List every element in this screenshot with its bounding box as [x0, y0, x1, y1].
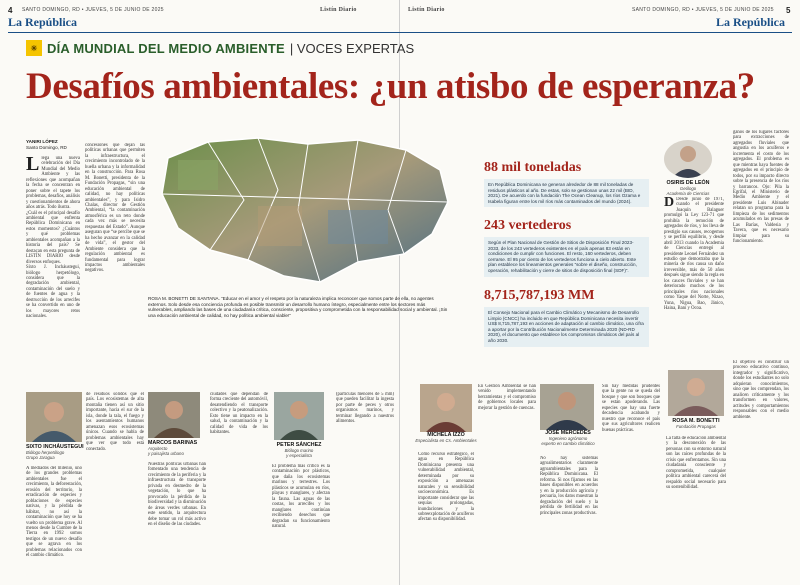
second-column: concesiones que dejan las políticas urbanas que permiten la infraestructura, el crecimiento incontrolado de la huella urbana y la informalidad en la construcción. Para Rosa M. Bonetti, presidenta de la Fundación Propagas, “sin una educación ambiental de calidad, no hay políticas ambientales”, y para Isidro Chalas, director de Gestión Ambiental, “la contaminación atmosférica es un reto donde cada vez más se necesita respuestas del Estado”. Aunque aseguran que “se percibe que se ha hecho avanzar en la calidad de vida”, el gestor del Ambiente considera que la regulación ambiental es fundamental para lograr impactos ambientales negativos. [85, 143, 145, 274]
lead-column [26, 156, 80, 386]
sun-icon: ☀ [26, 40, 42, 56]
rosa-text-continued: El objetivo es construir un proceso educativo continuo, integrador y significativo, donde los estudiantes no solo adquieran conocimientos, sino que los comprendan, los analicen críticamente y los transformen en valores, actitudes y comportamientos responsables con el medio ambiente. [733, 360, 789, 420]
kicker-main: DÍA MUNDIAL DEL MEDIO AMBIENTE [47, 40, 285, 56]
peter-label [266, 442, 332, 458]
michela-text: Como recurso estratégico, el agua en República Dominicana presenta una vulnerabilidad ambiental, determinada por su exposición a amenazas naturales y su sensibilidad socioeconómica. Es importante considerar que las sequías prolongadas, inundaciones y la sobreexplotación de acuíferos afectan su disponibilidad. [418, 452, 474, 523]
sixto-text-continued: de residuos sólidos que el país. Los ecosistemas de alta montaña tienen así un sitio importante, hacia el sur de la isla, donde la tala, el fuego y los asentamientos humanos amenazan esos ecosistemas únicos. Cuando se habla de problemas ambientales hay que ver que todo está conectado. [86, 392, 144, 452]
header-rule [8, 32, 792, 33]
osiris-org: Academia de Ciencias [666, 191, 710, 196]
osiris-role: Geólogo [679, 186, 697, 191]
jose-role: Ingeniero agrónomo [548, 436, 588, 441]
stat-plastics [484, 160, 649, 207]
right-page-number: 5 [786, 6, 791, 15]
peter-name: PETER SÁNCHEZ [276, 442, 322, 448]
jose-text-continued: Sin hay medidas prudentes que la gente no se queda del bosque y que son bosques que se están apoderando. Las especies que hay una fuerte decadencia acabando y nuestro que reconoce el país que sus agricultores realicen buenas prácticas. [602, 384, 660, 433]
osiris-photo [664, 140, 712, 178]
jose-org: experto en cambio climático [541, 441, 595, 446]
stat-landfills [484, 218, 649, 277]
rosa-photo [668, 370, 724, 416]
section-kicker [26, 38, 414, 58]
osiris-name-block [650, 180, 726, 196]
lead-p3: Sixto J. Incháustegui, biólogo herpetólogo, considera que la degradación ambiental, contaminación del suelo y de fuentes de agua y la destrucción de los arrecifes se ha convertido en uno de los mayores retos nacionales. [26, 265, 80, 320]
rosa-name: ROSA M. BONETTI [672, 418, 720, 424]
stat-title: 8,715,787,193 MM [484, 288, 595, 303]
marcos-role: Arquitecto [148, 446, 168, 451]
michela-photo [420, 384, 472, 432]
sixto-role: Biólogo herpetólogo [26, 450, 65, 455]
sixto-label [26, 444, 86, 460]
stat-text: En República Dominicana se generan alrededor de 88 mil toneladas de residuos plásticos al año. De estas, solo se gestionan unas 22 mil (BID, 2021). De acuerdo con la fundación The Ocean Cleanup, los ríos Ozama e Isabela figuran entre los mil ríos más contaminados del mundo (2024). [484, 179, 649, 207]
michela-text-continued: En Gestión Ambiental se han venido implementando herramientas y el compromiso de gobiernos locales para mejorar la gestión de cuencas. [478, 384, 536, 411]
sixto-org: Grupo Jaragua [26, 455, 55, 460]
stat-text: Según el Plan Nacional de Gestión de Sitios de Disposición Final 2023-2033, de los 243 vertederos existentes en el país apenas 83 están en condiciones de cumplir con funciones. El resto, 160 vertederos, deben cerrarse. El 95 por ciento de los vertederos funciona a cielo abierto. Este plan establece los lineamientos generales “sobre el diseño, construcción, operación, rehabilitación y cierre de sitios de disposición final (SDF)”. [484, 237, 649, 277]
headline: Desafíos ambientales: ¿un atisbo de esperanza? [26, 66, 755, 107]
marcos-text: Nuestras políticas urbanas han fomentado una tendencia de crecimiento de la periferia y la infraestructura de transporte privada en desmedro de la vegetación, lo que ha provocado la pérdida de la biodiversidad y la disminución de áreas verdes urbanas. En este sentido, la arquitectura debe tomar un rol más activo en el diseño de las ciudades. [148, 462, 206, 527]
byline [26, 139, 67, 151]
lead-p1: lega una nueva celebración del Día Mundial del Medio Ambiente y las reflexiones que acompañan la fecha se concentran en poner sobre el tapete los problemas, desafíos, análisis y cuestionamientos de ahora años atrás. Todo ilustra. [26, 156, 80, 211]
dropcap: L [26, 156, 40, 175]
kicker-sub: | VOCES EXPERTAS [289, 40, 415, 56]
osiris-name: OSIRIS DE LEÓN [666, 180, 710, 186]
page-header [0, 0, 800, 34]
lead-p2: ¿Cuál es el principal desafío ambiental que enfrenta República Dominicana en estos momentos? ¿Cuántos y qué problemas ambientales acompañan a la historia del país? Se destacan en esta pregunta de LISTÍN DIARIO desde diversos enfoques. [26, 210, 80, 265]
peter-org: y especialista [286, 453, 312, 458]
osiris-text: D Desde junio de 1971, cuando el presidente Joaquín Balaguer promulgó la Ley 123-71 que prohibía la remoción de agregados de ríos, y los lleva de prestigio sus causes, recogemos y se perfiló equilibrio, y desde abril 2013 cuando la Academia de Ciencias entregó al presidente Leonel Fernández un estudio que demostraba que la minería de ríos causa un daño irreversible, más de 50 años después sigue siendo la regla en los cauces fluviales y se han deteriorado muchos de los principales ríos nacionales como Yaque del Norte, Nizao, Yuna, Nigua, Bao, Jánico, Haina, Baní y Ocoa. [664, 197, 724, 312]
michela-name: MICHELA IZZO [427, 432, 465, 438]
rosa-text: La falta de educación ambiental y la desconexión de las personas con su entorno natural son las raíces profundas de la crisis que enfrentamos. Sin una ciudadanía consciente y comprometida, cualquier política ambiental carecerá del respaldo social necesario para su sostenibilidad. [666, 436, 726, 491]
right-brand: Listín Diario [408, 7, 445, 13]
rosa-role: Fundación Propagas [676, 424, 716, 429]
sixto-text: A mediados del milenio, uno de los grandes problemas ambientales fue el crecimiento, la deforestación, erosión del territorio, la erradicación de especies y poblaciones de especies nativas, y la pérdida de hábitat, no así la contaminación que hoy se ha vuelto un problema grave. Al menos desde la Cumbre de la Tierra en 1992 somos testigos de un nuevo desafío que se agrava en los problemas relacionados con el cambio climático. [26, 466, 82, 559]
jose-name: JOSÉ MERCEDES [545, 430, 591, 436]
sixto-name: SIXTO INCHÁUSTEGUI [26, 444, 84, 450]
left-page-number: 4 [8, 6, 13, 15]
jose-photo [540, 384, 594, 430]
sixto-photo [26, 392, 82, 442]
stat-title: 88 mil toneladas [484, 160, 582, 175]
peter-role: Biólogo marino [284, 448, 314, 453]
byline-place: Santo Domingo, RD [26, 145, 67, 150]
left-section-logo: La República [8, 15, 78, 29]
marcos-photo [148, 392, 200, 438]
peter-text-continued: (partículas menores de 5 mm) que pueden facilitar la ingesta por parte de peces y otros organismos marinos, y terminar llegando a nuestros alimentos. [336, 392, 394, 425]
left-brand: Listín Diario [320, 7, 357, 13]
marcos-name: MARCOS BARINAS [148, 440, 198, 446]
right-section-logo: La República [716, 15, 786, 29]
stat-title: 243 vertederos [484, 218, 572, 233]
right-dateline: SANTO DOMINGO, RD • JUEVES, 5 DE JUNIO DE 2025 [632, 7, 774, 13]
michela-role: Especialista en Cs. Ambientales [415, 438, 477, 443]
osiris-text-continued: ganos de los lugares factores para extracciones de agregados fluviales que angustia en los acuíferos e incrementa el costo de los agregados. El problema es que mientras haya fuentes de agregados en el principio de todos, por su impacto directo sobre la presencia de los ríos y barrancos. Ojo: Pila la Egrifal, el Ministerio de Medio Ambiente y el presidente Luis Abinader relatan un programa para la limpieza de los sedimentos acumulados en las presas de Las Barías, Valdesia y Tavera, que es necesario limpiar para su funcionamiento. [733, 130, 789, 245]
jose-label [532, 430, 604, 446]
marcos-label [148, 440, 208, 456]
stat-text: El Consejo Nacional para el Cambio Climático y Mecanismo de Desarrollo Limpio (CNCC) ha incluido en que República Dominicana necesita invertir US$ 8,715,787,193 en acciones de adaptación al cambio climático, una cifra a aportar por la Contribución Nacionalmente Determinada 2020 (ND-RD 2020), el documento que establece los compromisos climáticos del país al año 2030. [484, 307, 649, 347]
stat-investment [484, 288, 649, 347]
byline-name: YANIRI LÓPEZ [26, 139, 58, 144]
marcos-text-continued: ciudades que dependan de forma creciente del automóvil, desatendiendo el transporte colectivo y la peatonalización. Esto tiene un impacto en la salud, la contaminación y la calidad de vida de los habitantes. [210, 392, 268, 436]
jose-text: No hay sistemas agroalimentarios claramente agroambientales para la República Dominicana. El reforma. Si nos fijamos en las bases disponibles en acuerdos y en la producción agrícola y pecuaria, los datos muestran la degradación del suelo y la pérdida de fertilidad en las principales zonas productivas. [540, 456, 598, 516]
michela-label [410, 432, 482, 443]
dominican-map-icon [148, 130, 458, 298]
rosa-label [660, 418, 732, 429]
peter-text: El problema más crítico es la contaminación por plásticos, que daña los ecosistemas marinos y terrestres. Los plásticos se acumulan en ríos, playas y manglares, y afectan la fauna. Las aguas de las costas, los arrecifes y los manglares continúan recibiendo desechos que degradan su funcionamiento natural. [272, 464, 330, 529]
marcos-org: y paisajista urbano [148, 451, 184, 456]
photo-caption: ROSA M. BONETTI DE SANTANA. “Educar en el amor y el respeto por la naturaleza implica reconocer que somos parte de ella, no agentes externos. Solo desde esa conciencia profunda es posible transmitir un desarrollo humano íntegro, especialmente entre los sectores más vulnerables, ampliando las bases de una ciudadanía crítica, consciente, propositiva y comprometida con la responsabilidad social y ambiental. ¡Sin una educación ambiental de calidad, no hay política ambiental viable!” [148, 296, 448, 318]
peter-photo [274, 392, 324, 440]
left-dateline: SANTO DOMINGO, RD • JUEVES, 5 DE JUNIO DE 2025 [22, 7, 164, 13]
